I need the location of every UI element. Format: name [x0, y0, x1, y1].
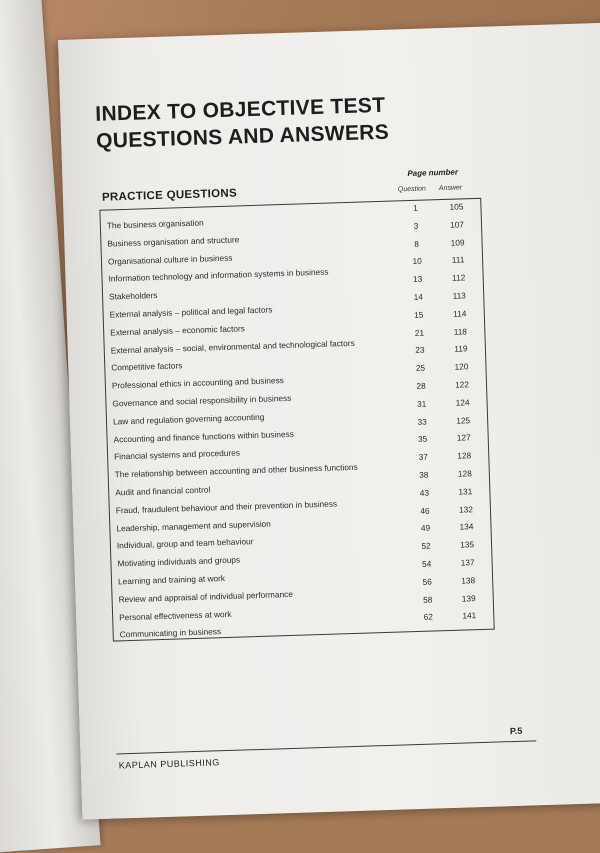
answer-page-number: 120 [454, 361, 469, 372]
topic-label: Information technology and information systems in business [108, 267, 329, 284]
answer-column-header: Answer [438, 184, 463, 193]
question-page-number: 58 [422, 594, 433, 605]
topic-label: External analysis – social, environmental and technological factors [110, 337, 355, 356]
topic-label: Professional ethics in accounting and business [111, 375, 285, 391]
publisher-name: KAPLAN PUBLISHING [118, 757, 220, 771]
answer-page-number: 111 [451, 254, 465, 266]
answer-page-number: 125 [456, 414, 471, 426]
answer-page-number: 112 [451, 272, 466, 283]
answer-page-number: 105 [449, 201, 464, 212]
question-page-number: 23 [415, 345, 425, 356]
question-page-number: 52 [421, 540, 431, 552]
topic-label: Communicating in business [119, 626, 222, 640]
question-page-number: 46 [420, 505, 430, 516]
question-page-number: 35 [417, 433, 428, 445]
question-page-number: 3 [413, 220, 419, 231]
question-page-number: 1 [412, 202, 418, 213]
topic-label: Stakeholders [108, 290, 158, 302]
question-page-number: 15 [414, 309, 424, 320]
answer-page-number: 134 [459, 521, 474, 533]
question-page-number: 13 [412, 273, 423, 285]
topic-label: Law and regulation governing accounting [112, 411, 265, 427]
answer-page-number: 124 [455, 397, 470, 408]
page-number-header: Page number [407, 167, 459, 179]
topic-label: Personal effectiveness at work [118, 608, 232, 622]
question-page-number: 62 [423, 611, 434, 623]
answer-page-number: 118 [453, 325, 468, 337]
answer-page-number: 141 [462, 610, 477, 621]
topic-label: Leadership, management and supervision [116, 518, 271, 533]
question-page-number: 25 [415, 362, 426, 374]
topic-label: Governance and social responsibility in business [112, 392, 292, 409]
page-number: P.5 [509, 725, 523, 737]
answer-page-number: 113 [452, 290, 466, 301]
question-page-number: 33 [417, 416, 427, 427]
topic-label: Organisational culture in business [107, 252, 233, 267]
answer-page-number: 119 [454, 343, 468, 355]
answer-page-number: 138 [461, 574, 476, 586]
question-page-number: 8 [414, 238, 420, 249]
topic-label: Competitive factors [111, 360, 183, 373]
question-page-number: 28 [416, 380, 426, 391]
topic-label: External analysis – political and legal factors [109, 304, 273, 320]
topic-label: Motivating individuals and groups [117, 554, 241, 569]
topic-label: Fraud, fraudulent behaviour and their prevention in business [115, 498, 338, 516]
question-page-number: 54 [421, 558, 432, 569]
answer-page-number: 128 [457, 468, 472, 479]
question-page-number: 37 [418, 451, 429, 463]
topic-label: Individual, group and team behaviour [116, 536, 254, 551]
answer-page-number: 114 [453, 308, 467, 319]
page-title: INDEX TO OBJECTIVE TEST QUESTIONS AND ANSWERS [94, 93, 390, 153]
answer-page-number: 137 [460, 557, 475, 568]
index-table [99, 198, 494, 642]
answer-page-number: 122 [454, 379, 470, 390]
answer-page-number: 127 [456, 432, 471, 444]
question-page-number: 38 [419, 469, 429, 480]
question-page-number: 31 [416, 398, 427, 409]
topic-label: Learning and training at work [117, 573, 226, 587]
question-page-number: 56 [422, 576, 432, 587]
section-title: PRACTICE QUESTIONS [101, 187, 238, 204]
footer-divider [116, 740, 536, 754]
question-page-number: 43 [419, 487, 430, 498]
topic-label: External analysis – economic factors [110, 323, 245, 338]
answer-page-number: 135 [459, 539, 475, 550]
topic-label: The relationship between accounting and other business functions [114, 461, 358, 480]
answer-page-number: 109 [450, 236, 465, 248]
question-page-number: 21 [414, 327, 425, 338]
topic-label: The business organisation [106, 217, 204, 231]
book-page [58, 22, 600, 819]
answer-page-number: 131 [458, 486, 473, 497]
question-page-number: 14 [413, 291, 424, 302]
topic-label: Financial systems and procedures [113, 447, 241, 462]
answer-page-number: 132 [458, 503, 474, 515]
question-column-header: Question [397, 185, 427, 194]
topic-label: Audit and financial control [115, 484, 211, 498]
topic-label: Accounting and finance functions within business [113, 428, 294, 445]
answer-page-number: 128 [457, 450, 472, 461]
topic-label: Review and appraisal of individual performance [118, 588, 294, 605]
answer-page-number: 139 [461, 592, 476, 604]
answer-page-number: 107 [449, 219, 465, 230]
question-page-number: 49 [420, 522, 431, 534]
topic-label: Business organisation and structure [107, 234, 240, 249]
question-page-number: 10 [412, 256, 422, 267]
